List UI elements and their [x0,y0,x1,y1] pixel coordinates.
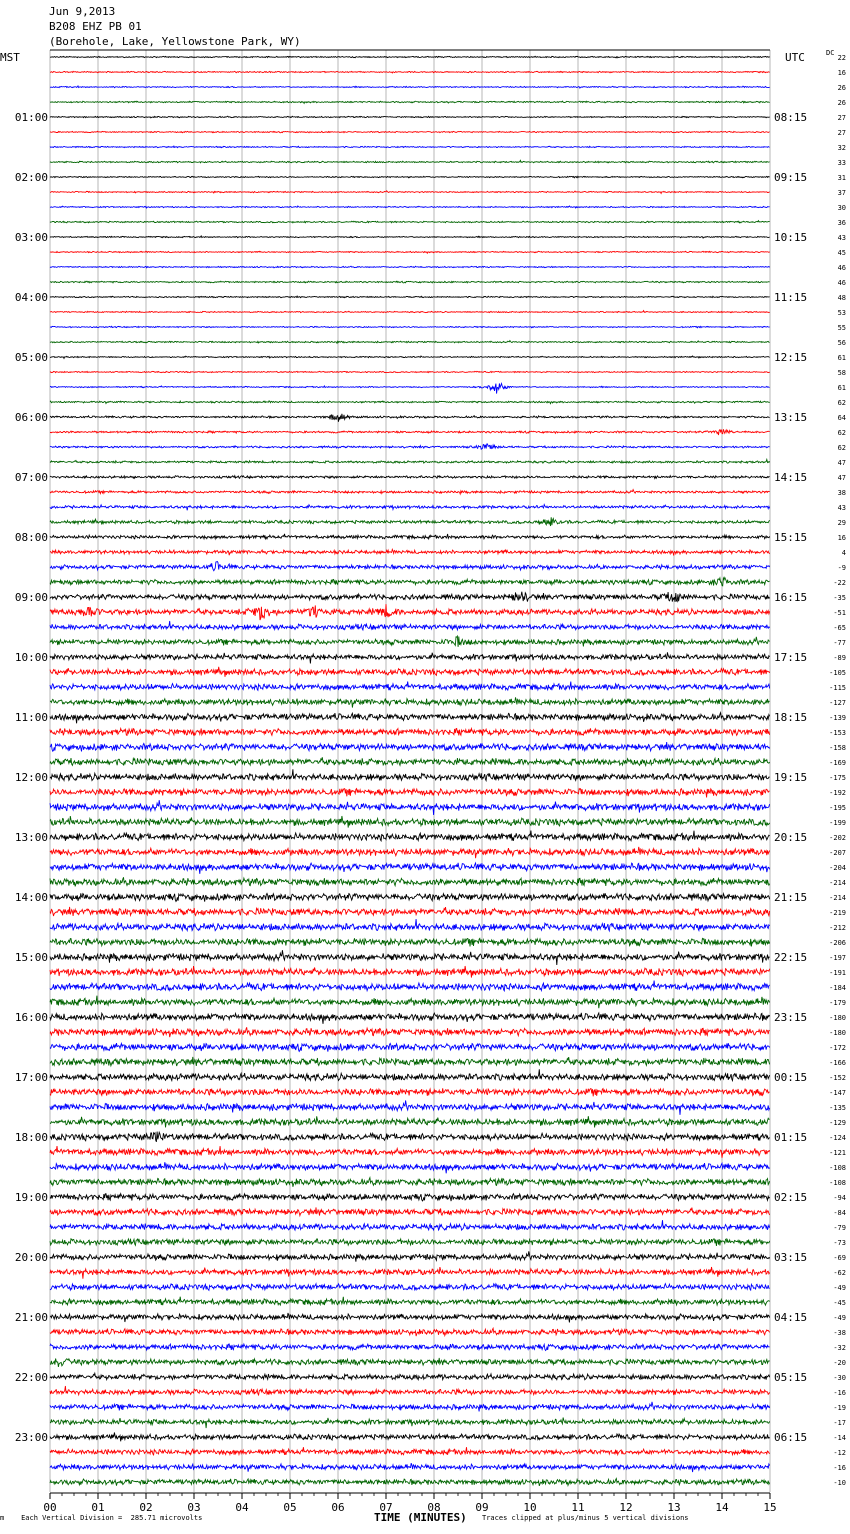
dc-value: 45 [837,249,846,257]
x-tick-label: 10 [523,1501,537,1514]
dc-value: 26 [837,99,846,107]
trace-84 [50,1313,770,1322]
trace-78 [50,1220,770,1230]
dc-value: -89 [833,654,846,662]
dc-value: -129 [829,1119,846,1127]
trace-94 [50,1463,770,1472]
trace-42 [50,682,770,691]
trace-91 [50,1418,770,1429]
dc-value: -153 [829,729,846,737]
dc-value: 4 [841,549,846,557]
dc-value: -16 [833,1389,846,1397]
dc-value: -9 [837,564,846,572]
trace-66 [50,1043,770,1052]
trace-5 [50,131,770,133]
trace-51 [50,816,770,828]
dc-offsets [829,54,846,1487]
trace-14 [50,266,770,268]
dc-value: -77 [833,639,846,647]
trace-30 [50,505,770,511]
hour-label-right: 12:15 [774,351,808,364]
trace-10 [50,206,770,208]
dc-value: 48 [837,294,846,302]
trace-76 [50,1194,770,1202]
hour-label-right: 15:15 [774,531,808,544]
dc-value: 61 [837,354,846,362]
trace-67 [50,1057,770,1066]
x-tick-label: 12 [619,1501,633,1514]
dc-value: -152 [829,1074,846,1082]
trace-36 [50,592,770,602]
dc-value: -10 [833,1479,846,1487]
scale-text: Each Vertical Division = 285.71 microvolts [21,1514,203,1522]
trace-53 [50,847,770,858]
scale-note [0,1514,202,1522]
trace-33 [50,549,770,555]
hour-label-right: 22:15 [774,951,808,964]
trace-21 [50,371,770,372]
trace-47 [50,757,770,765]
dc-value: 16 [837,69,846,77]
dc-value: -32 [833,1344,846,1352]
x-tick-label: 05 [283,1501,297,1514]
dc-label: DC [826,49,835,57]
dc-value: -172 [829,1044,846,1052]
trace-45 [50,728,770,735]
trace-27 [50,460,770,464]
trace-46 [50,742,770,751]
dc-value: -105 [829,669,846,677]
hour-label-right: 23:15 [774,1011,808,1024]
hour-label-right: 05:15 [774,1371,808,1384]
trace-16 [50,296,770,298]
dc-value: -195 [829,804,846,812]
hour-label-right: 11:15 [774,291,808,304]
trace-59 [50,938,770,946]
trace-81 [50,1267,770,1279]
dc-value: 27 [837,129,846,137]
hour-label-right: 00:15 [774,1071,808,1084]
x-tick-label: 15 [763,1501,777,1514]
hour-label-left: 18:00 [14,1131,48,1144]
dc-value: -179 [829,999,846,1007]
trace-37 [50,604,770,620]
dc-value: 46 [837,264,846,272]
x-tick-label: 01 [91,1501,105,1514]
hour-label-left: 10:00 [14,651,48,664]
dc-value: 38 [837,489,846,497]
dc-value: -166 [829,1059,846,1067]
x-tick-label: 13 [667,1501,681,1514]
station-date: Jun 9,2013 [49,5,116,18]
station-location: (Borehole, Lake, Yellowstone Park, WY) [49,35,301,48]
hour-label-left: 19:00 [14,1191,48,1204]
dc-value: -73 [833,1239,846,1247]
dc-value: -30 [833,1374,846,1382]
dc-value: 32 [837,144,846,152]
trace-70 [50,1100,770,1114]
dc-value: -12 [833,1449,846,1457]
trace-32 [50,534,770,539]
dc-value: 62 [837,444,846,452]
hour-label-right: 10:15 [774,231,808,244]
hour-label-left: 22:00 [14,1371,48,1384]
dc-value: -204 [829,864,846,872]
dc-value: 33 [837,159,846,167]
dc-value: -115 [829,684,846,692]
trace-90 [50,1402,770,1412]
trace-83 [50,1297,770,1306]
dc-value: -214 [829,879,846,887]
trace-22 [50,383,770,393]
hour-label-left: 07:00 [14,471,48,484]
trace-40 [50,652,770,663]
trace-71 [50,1116,770,1127]
trace-4 [50,116,770,118]
hour-label-left: 21:00 [14,1311,48,1324]
dc-value: -84 [833,1209,846,1217]
trace-54 [50,863,770,874]
trace-20 [50,356,770,358]
grid-lines [50,50,770,1492]
hour-label-right: 06:15 [774,1431,808,1444]
hour-label-left: 17:00 [14,1071,48,1084]
trace-43 [50,697,770,707]
trace-6 [50,146,770,148]
trace-86 [50,1344,770,1351]
dc-value: -214 [829,894,846,902]
station-channel: B208 EHZ PB 01 [49,20,142,33]
hour-label-right: 13:15 [774,411,808,424]
trace-60 [50,950,770,965]
x-tick-label: 14 [715,1501,729,1514]
dc-value: -184 [829,984,846,992]
dc-value: -22 [833,579,846,587]
hour-label-right: 08:15 [774,111,808,124]
trace-7 [50,160,770,162]
x-tick-label: 11 [571,1501,585,1514]
dc-value: -35 [833,594,846,602]
hour-label-left: 11:00 [14,711,48,724]
dc-value: -45 [833,1299,846,1307]
hour-label-left: 13:00 [14,831,48,844]
dc-value: -124 [829,1134,846,1142]
hour-label-right: 04:15 [774,1311,808,1324]
dc-value: -180 [829,1014,846,1022]
dc-value: -158 [829,744,846,752]
dc-value: 61 [837,384,846,392]
x-tick-label: 07 [379,1501,393,1514]
trace-1 [50,71,770,73]
hour-label-left: 05:00 [14,351,48,364]
dc-value: -206 [829,939,846,947]
trace-8 [50,176,770,178]
hour-label-left: 20:00 [14,1251,48,1264]
trace-89 [50,1386,770,1395]
trace-26 [50,444,770,449]
dc-value: 46 [837,279,846,287]
trace-18 [50,326,770,328]
hour-label-left: 01:00 [14,111,48,124]
trace-44 [50,713,770,724]
trace-74 [50,1162,770,1173]
dc-value: 56 [837,339,846,347]
trace-64 [50,1013,770,1024]
dc-value: -191 [829,969,846,977]
trace-80 [50,1251,770,1261]
trace-38 [50,621,770,630]
trace-58 [50,919,770,931]
trace-48 [50,769,770,780]
dc-value: 36 [837,219,846,227]
dc-value: -94 [833,1194,846,1202]
dc-value: -62 [833,1269,846,1277]
dc-value: -147 [829,1089,846,1097]
trace-9 [50,191,770,194]
trace-61 [50,966,770,978]
dc-value: -127 [829,699,846,707]
trace-62 [50,981,770,991]
trace-52 [50,831,770,841]
x-tick-label: 08 [427,1501,441,1514]
dc-value: -121 [829,1149,846,1157]
hour-label-right: 20:15 [774,831,808,844]
x-tick-label: 09 [475,1501,489,1514]
trace-95 [50,1479,770,1486]
dc-value: 62 [837,399,846,407]
trace-50 [50,800,770,815]
trace-29 [50,490,770,494]
dc-value: -65 [833,624,846,632]
hour-label-right: 03:15 [774,1251,808,1264]
dc-value: 43 [837,504,846,512]
trace-57 [50,907,770,916]
hour-label-right: 17:15 [774,651,808,664]
trace-55 [50,877,770,886]
trace-35 [50,578,770,586]
hour-label-right: 02:15 [774,1191,808,1204]
trace-87 [50,1358,770,1367]
dc-value: 30 [837,204,846,212]
hour-label-right: 09:15 [774,171,808,184]
dc-value: 26 [837,84,846,92]
dc-value: 31 [837,174,846,182]
x-tick-label: 03 [187,1501,201,1514]
dc-value: -207 [829,849,846,857]
hour-label-left: 04:00 [14,291,48,304]
dc-value: 58 [837,369,846,377]
tz-right-label: UTC [785,51,805,64]
dc-value: -212 [829,924,846,932]
trace-34 [50,562,770,571]
dc-value: 55 [837,324,846,332]
trace-28 [50,476,770,479]
trace-65 [50,1027,770,1037]
dc-value: 37 [837,189,846,197]
hour-label-left: 03:00 [14,231,48,244]
tz-left-label: MST [0,51,20,64]
trace-68 [50,1069,770,1080]
dc-value: -49 [833,1284,846,1292]
trace-0 [50,56,770,58]
trace-19 [50,341,770,344]
trace-12 [50,236,770,238]
dc-value: -219 [829,909,846,917]
dc-value: -108 [829,1164,846,1172]
trace-82 [50,1284,770,1291]
trace-77 [50,1207,770,1215]
dc-value: 53 [837,309,846,317]
dc-value: -192 [829,789,846,797]
dc-value: -19 [833,1404,846,1412]
hour-label-left: 02:00 [14,171,48,184]
dc-value: -108 [829,1179,846,1187]
dc-value: -14 [833,1434,846,1442]
trace-73 [50,1146,770,1158]
x-tick-label: 02 [139,1501,153,1514]
trace-25 [50,429,770,435]
dc-value: -20 [833,1359,846,1367]
hour-label-right: 16:15 [774,591,808,604]
dc-value: -38 [833,1329,846,1337]
trace-63 [50,996,770,1009]
dc-value: 22 [837,54,846,62]
dc-value: -169 [829,759,846,767]
hour-label-right: 01:15 [774,1131,808,1144]
trace-31 [50,517,770,526]
dc-value: -16 [833,1464,846,1472]
trace-92 [50,1433,770,1442]
trace-93 [50,1447,770,1455]
hour-label-left: 16:00 [14,1011,48,1024]
trace-88 [50,1373,770,1380]
hour-label-left: 09:00 [14,591,48,604]
trace-2 [50,86,770,88]
hour-label-left: 14:00 [14,891,48,904]
trace-23 [50,401,770,404]
x-tick-label: 00 [43,1501,57,1514]
dc-value: -69 [833,1254,846,1262]
trace-75 [50,1178,770,1187]
x-axis-title: TIME (MINUTES) [374,1511,467,1524]
dc-value: -175 [829,774,846,782]
dc-value: -49 [833,1314,846,1322]
hour-label-right: 14:15 [774,471,808,484]
trace-3 [50,101,770,103]
x-tick-label: 04 [235,1501,249,1514]
hour-label-right: 19:15 [774,771,808,784]
trace-39 [50,636,770,647]
dc-value: -202 [829,834,846,842]
trace-85 [50,1328,770,1336]
hour-label-left: 08:00 [14,531,48,544]
dc-value: -199 [829,819,846,827]
dc-value: -135 [829,1104,846,1112]
hour-label-left: 23:00 [14,1431,48,1444]
trace-11 [50,221,770,223]
dc-value: 29 [837,519,846,527]
hour-label-left: 06:00 [14,411,48,424]
dc-value: -139 [829,714,846,722]
dc-value: -51 [833,609,846,617]
footer-mark: m [0,1514,5,1522]
trace-15 [50,281,770,283]
dc-value: 27 [837,114,846,122]
dc-value: 64 [837,414,846,422]
hour-label-right: 18:15 [774,711,808,724]
dc-value: 47 [837,459,846,467]
trace-69 [50,1088,770,1096]
dc-value: -197 [829,954,846,962]
clip-note: Traces clipped at plus/minus 5 vertical divisions [482,1514,689,1522]
dc-value: 62 [837,429,846,437]
hour-label-left: 15:00 [14,951,48,964]
dc-value: -180 [829,1029,846,1037]
x-tick-label: 06 [331,1501,345,1514]
hour-label-right: 21:15 [774,891,808,904]
trace-49 [50,788,770,797]
trace-56 [50,893,770,901]
dc-value: 47 [837,474,846,482]
trace-79 [50,1239,770,1246]
trace-17 [50,311,770,313]
dc-value: 16 [837,534,846,542]
trace-24 [50,414,770,422]
trace-72 [50,1132,770,1142]
dc-value: 43 [837,234,846,242]
dc-value: -79 [833,1224,846,1232]
trace-41 [50,667,770,677]
hour-label-left: 12:00 [14,771,48,784]
trace-13 [50,251,770,253]
dc-value: -17 [833,1419,846,1427]
seismic-traces [50,56,770,1486]
